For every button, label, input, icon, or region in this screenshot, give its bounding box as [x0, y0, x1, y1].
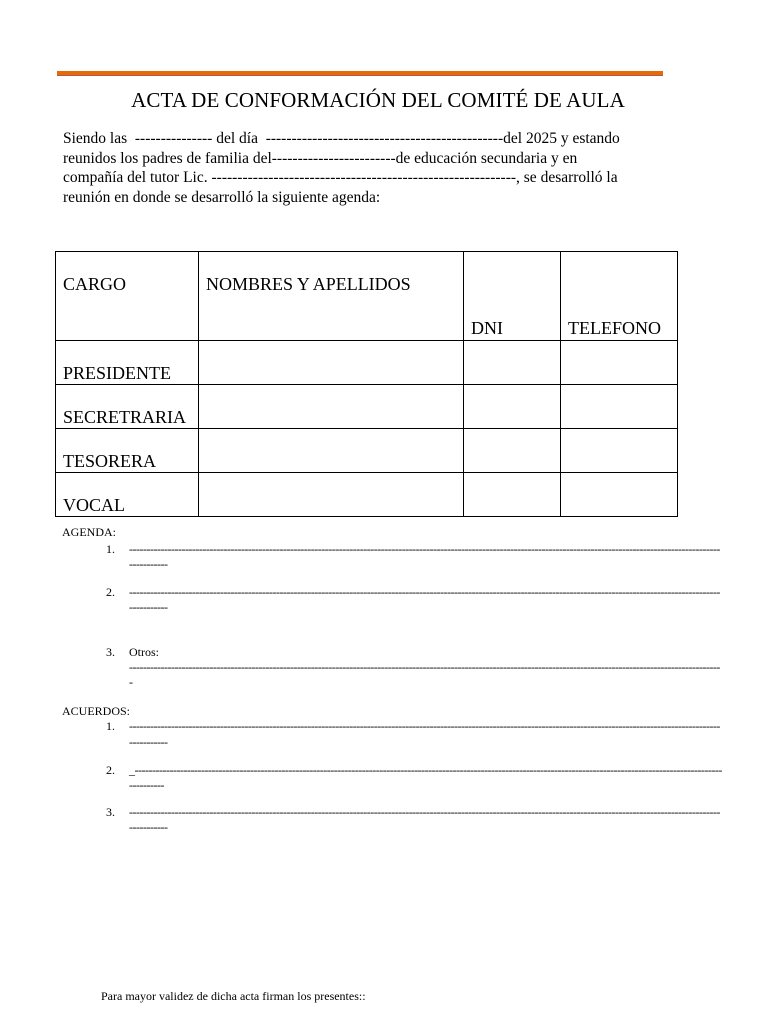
acuerdos-label: ACUERDOS:	[62, 704, 131, 718]
agenda-item-line[interactable]: -------------------------------------------------------------------------------------------------------------------------------------------------------------------------	[129, 660, 720, 674]
agenda-item-line-continued[interactable]: -----------	[129, 600, 168, 614]
nombres-cell[interactable]	[199, 341, 464, 385]
signature-note: Para mayor validez de dicha acta firman los presentes::	[101, 989, 366, 1003]
agenda-item-line[interactable]: -------------------------------------------------------------------------------------------------------------------------------------------------------------------------	[129, 542, 720, 556]
acuerdo-item-number: 2.	[106, 763, 115, 777]
intro-line: reunidos los padres de familia del------------------------de educación secundaria y en	[63, 149, 578, 167]
agenda-item-number: 1.	[106, 542, 115, 556]
nombres-cell[interactable]	[199, 473, 464, 517]
acuerdo-item-line-continued[interactable]: -----------	[129, 820, 168, 834]
agenda-item-number: 3.	[106, 645, 115, 659]
cargo-cell: VOCAL	[56, 473, 199, 517]
agenda-item-otros-label: Otros:	[129, 645, 159, 659]
nombres-cell[interactable]	[199, 385, 464, 429]
agenda-item-line-continued[interactable]: -	[129, 675, 133, 689]
committee-table	[55, 251, 678, 517]
intro-line: compañía del tutor Lic. -----------------------------------------------------------, se desarrolló la	[63, 169, 618, 186]
dni-cell[interactable]	[464, 341, 561, 385]
dni-cell[interactable]	[464, 429, 561, 473]
cargo-cell: SECRETRARIA	[56, 385, 199, 429]
acuerdo-item-line[interactable]: -------------------------------------------------------------------------------------------------------------------------------------------------------------------------	[129, 719, 720, 733]
header-dni: DNI	[464, 252, 561, 341]
acuerdo-item-number: 3.	[106, 805, 115, 819]
table-row	[56, 385, 678, 429]
acuerdo-item-line[interactable]: _------------------------------------------------------------------------------------------------------------------------------------------------------------------------	[129, 763, 722, 777]
agenda-item-number: 2.	[106, 585, 115, 599]
table-row	[56, 341, 678, 385]
agenda-item-line[interactable]: -------------------------------------------------------------------------------------------------------------------------------------------------------------------------	[129, 585, 720, 599]
agenda-label: AGENDA:	[62, 525, 116, 539]
intro-line: reunión en donde se desarrolló la siguiente agenda:	[63, 188, 381, 206]
dni-cell[interactable]	[464, 473, 561, 517]
page-title: ACTA DE CONFORMACIÓN DEL COMITÉ DE AULA	[131, 88, 625, 112]
dni-cell[interactable]	[464, 385, 561, 429]
header-rule	[57, 71, 663, 76]
cargo-cell: PRESIDENTE	[56, 341, 199, 385]
header-cargo: CARGO	[56, 252, 199, 341]
intro-paragraph	[63, 129, 633, 207]
header-nombres: NOMBRES Y APELLIDOS	[199, 252, 464, 341]
intro-line: Siendo las --------------- del día ----------------------------------------------del 2025 y estando	[63, 130, 620, 147]
acuerdo-item-number: 1.	[106, 719, 115, 733]
acuerdo-item-line-continued[interactable]: -----------	[129, 735, 168, 749]
acuerdo-item-line-continued[interactable]: ----------	[129, 778, 164, 792]
cargo-cell: TESORERA	[56, 429, 199, 473]
agenda-item-line-continued[interactable]: -----------	[129, 557, 168, 571]
telefono-cell[interactable]	[561, 385, 678, 429]
table-row	[56, 473, 678, 517]
header-telefono: TELEFONO	[561, 252, 678, 341]
table-row	[56, 429, 678, 473]
telefono-cell[interactable]	[561, 429, 678, 473]
acuerdo-item-line[interactable]: -------------------------------------------------------------------------------------------------------------------------------------------------------------------------	[129, 805, 720, 819]
telefono-cell[interactable]	[561, 341, 678, 385]
nombres-cell[interactable]	[199, 429, 464, 473]
telefono-cell[interactable]	[561, 473, 678, 517]
table-header-row	[56, 252, 678, 341]
